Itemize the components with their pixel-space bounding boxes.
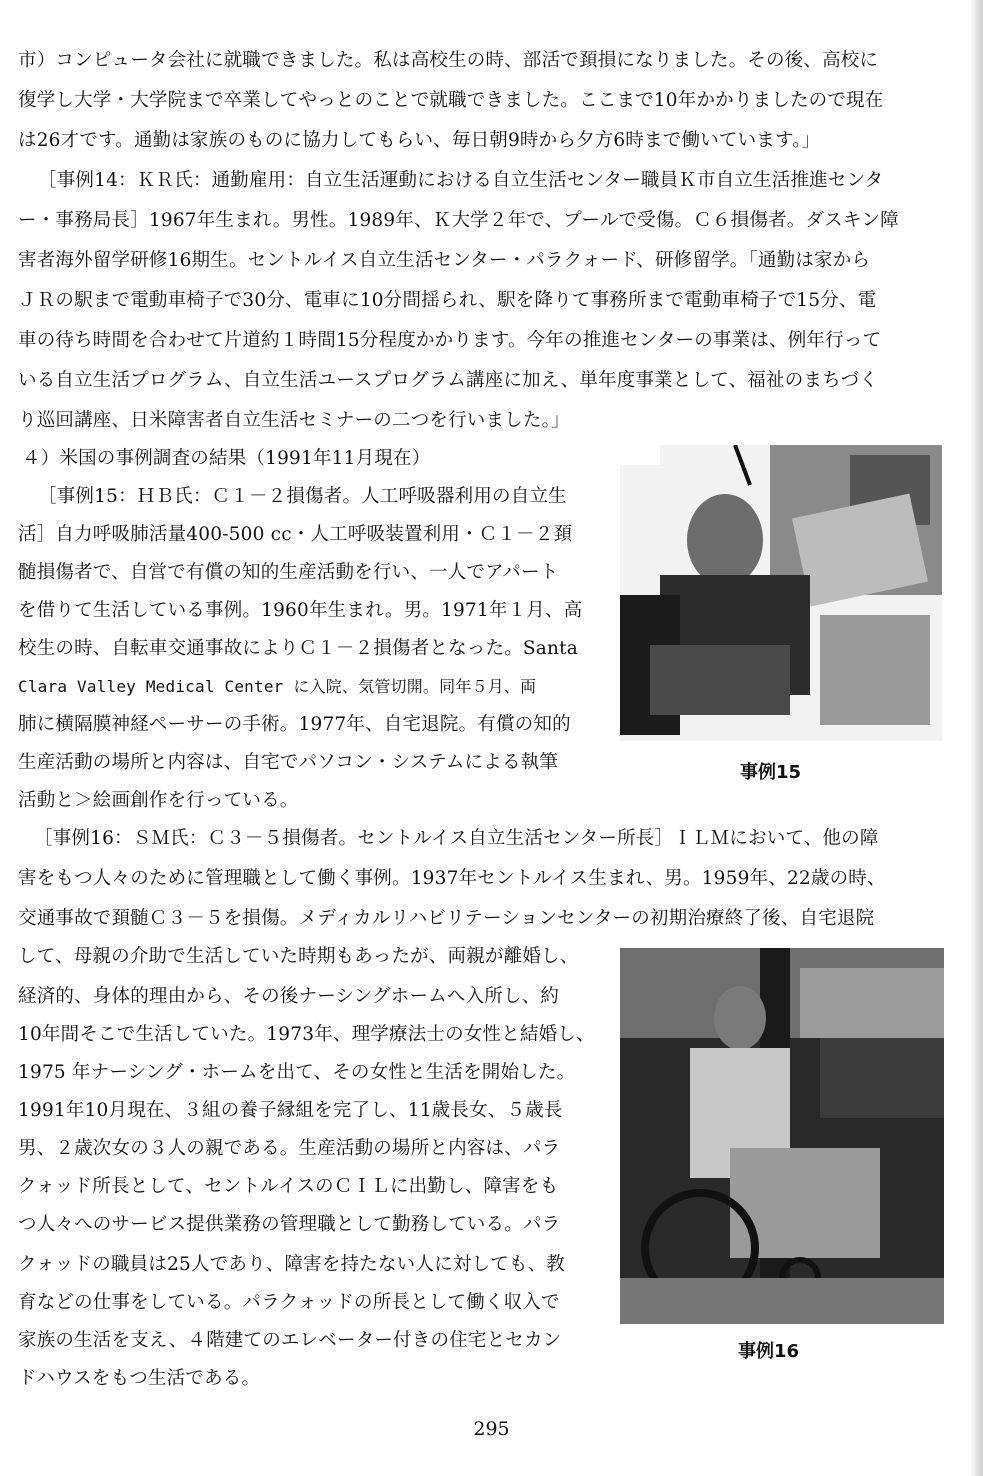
text-line: り巡回講座、日米障害者自立生活セミナーの二つを行いました。」: [18, 410, 570, 431]
text-line: ［事例15：ＨＢ氏：Ｃ１－２損傷者。人工呼吸器利用の自立生: [38, 486, 567, 507]
text-line: 交通事故で頚髄Ｃ３－５を損傷。メディカルリハビリテーションセンターの初期治療終了後、自宅退院: [18, 908, 875, 929]
text-line: 10年間そこで生活していた。1973年、理学療法士の女性と結婚し、: [18, 1024, 595, 1045]
text-line: は26才です。通勤は家族のものに協力してもらい、毎日朝9時から夕方6時まで働いています。」: [18, 130, 821, 151]
text-line: 肺に横隔膜神経ペーサーの手術。1977年、自宅退院。有償の知的: [18, 714, 571, 735]
text-line: 活］自力呼吸肺活量400-500 cc・人工呼吸装置利用・Ｃ１－２頚: [18, 524, 573, 545]
text-line: 髄損傷者で、自営で有償の知的生産活動を行い、一人でアパート: [18, 562, 559, 583]
text-line: ドハウスをもつ生活である。: [18, 1368, 261, 1389]
section-heading: ４）米国の事例調査の結果（1991年11月現在）: [22, 448, 431, 469]
text-line: 1991年10月現在、３組の養子縁組を完了し、11歳長女、５歳長: [18, 1100, 563, 1121]
text-line: ー・事務局長］1967年生まれ。男性。1989年、Ｋ大学２年で、プールで受傷。Ｃ６損傷者。ダスキン障: [18, 210, 899, 231]
text-line: 家族の生活を支え、４階建てのエレベーター付きの住宅とセカン: [18, 1330, 562, 1351]
text-line: クォッドの職員は25人であり、障害を持たない人に対しても、教: [18, 1254, 565, 1275]
text-line: ［事例14：ＫＲ氏：通勤雇用：自立生活運動における自立生活センター職員Ｋ市自立生活推進センタ: [38, 170, 884, 191]
text-line: 車の待ち時間を合わせて片道約１時間15分程度かかります。今年の推進センターの事業は、例年行って: [18, 330, 882, 351]
photo-caption-15: 事例15: [740, 762, 802, 783]
text-line: 校生の時、自転車交通事故によりＣ１－２損傷者となった。Santa: [18, 638, 578, 659]
text-line: クォッド所長として、セントルイスのＣＩＬに出勤し、障害をも: [18, 1176, 559, 1197]
photo-case-16: [620, 948, 944, 1324]
text-line: いる自立生活プログラム、自立生活ユースプログラム講座に加え、単年度事業として、福祉のまちづく: [18, 370, 879, 391]
text-line: 男、２歳次女の３人の親である。生産活動の場所と内容は、パラ: [18, 1138, 561, 1159]
text-line: Clara Valley Medical Center に入院、気管切開。同年５月、両: [18, 677, 537, 696]
text-line: 育などの仕事をしている。パラクォッドの所長として働く収入で: [18, 1292, 560, 1313]
text-line: ＪＲの駅まで電動車椅子で30分、電車に10分間揺られ、駅を降りて事務所まで電動車椅子で15分、電: [18, 290, 877, 311]
page-number: 295: [473, 1418, 510, 1440]
photo-case-15: [620, 445, 942, 741]
text-line: つ人々へのサービス提供業務の管理職として勤務している。パラ: [18, 1214, 561, 1235]
text-line: 1975 年ナーシング・ホームを出て、その女性と生活を開始した。: [18, 1062, 576, 1083]
text-line: 復学し大学・大学院まで卒業してやっとのことで就職できました。ここまで10年かかりましたので現在: [18, 90, 884, 111]
text-line: 経済的、身体的理由から、その後ナーシングホームへ入所し、約: [18, 986, 560, 1007]
text-line: 害者海外留学研修16期生。セントルイス自立生活センター・パラクォード、研修留学。「通勤は家から: [18, 250, 871, 271]
text-line: ［事例16：ＳＭ氏：Ｃ３－５損傷者。セントルイス自立生活センター所長］ＩＬＭにおいて、他の障: [34, 828, 879, 849]
text-line: 市）コンピュータ会社に就職できました。私は高校生の時、部活で頚損になりました。その後、高校に: [18, 50, 879, 71]
text-line: を借りて生活している事例。1960年生まれ。男。1971年１月、高: [18, 600, 583, 621]
text-line: 生産活動の場所と内容は、自宅でパソコン・システムによる執筆: [18, 752, 559, 773]
text-line: 活動と＞絵画創作を行っている。: [18, 790, 299, 811]
scan-edge-shadow: [970, 0, 983, 1476]
photo-caption-16: 事例16: [738, 1341, 800, 1362]
text-line: して、母親の介助で生活していた時期もあったが、両親が離婚し、: [18, 946, 579, 967]
text-line: 害をもつ人々のために管理職として働く事例。1937年セントルイス生まれ、男。1959年、22歳の時、: [18, 868, 886, 889]
